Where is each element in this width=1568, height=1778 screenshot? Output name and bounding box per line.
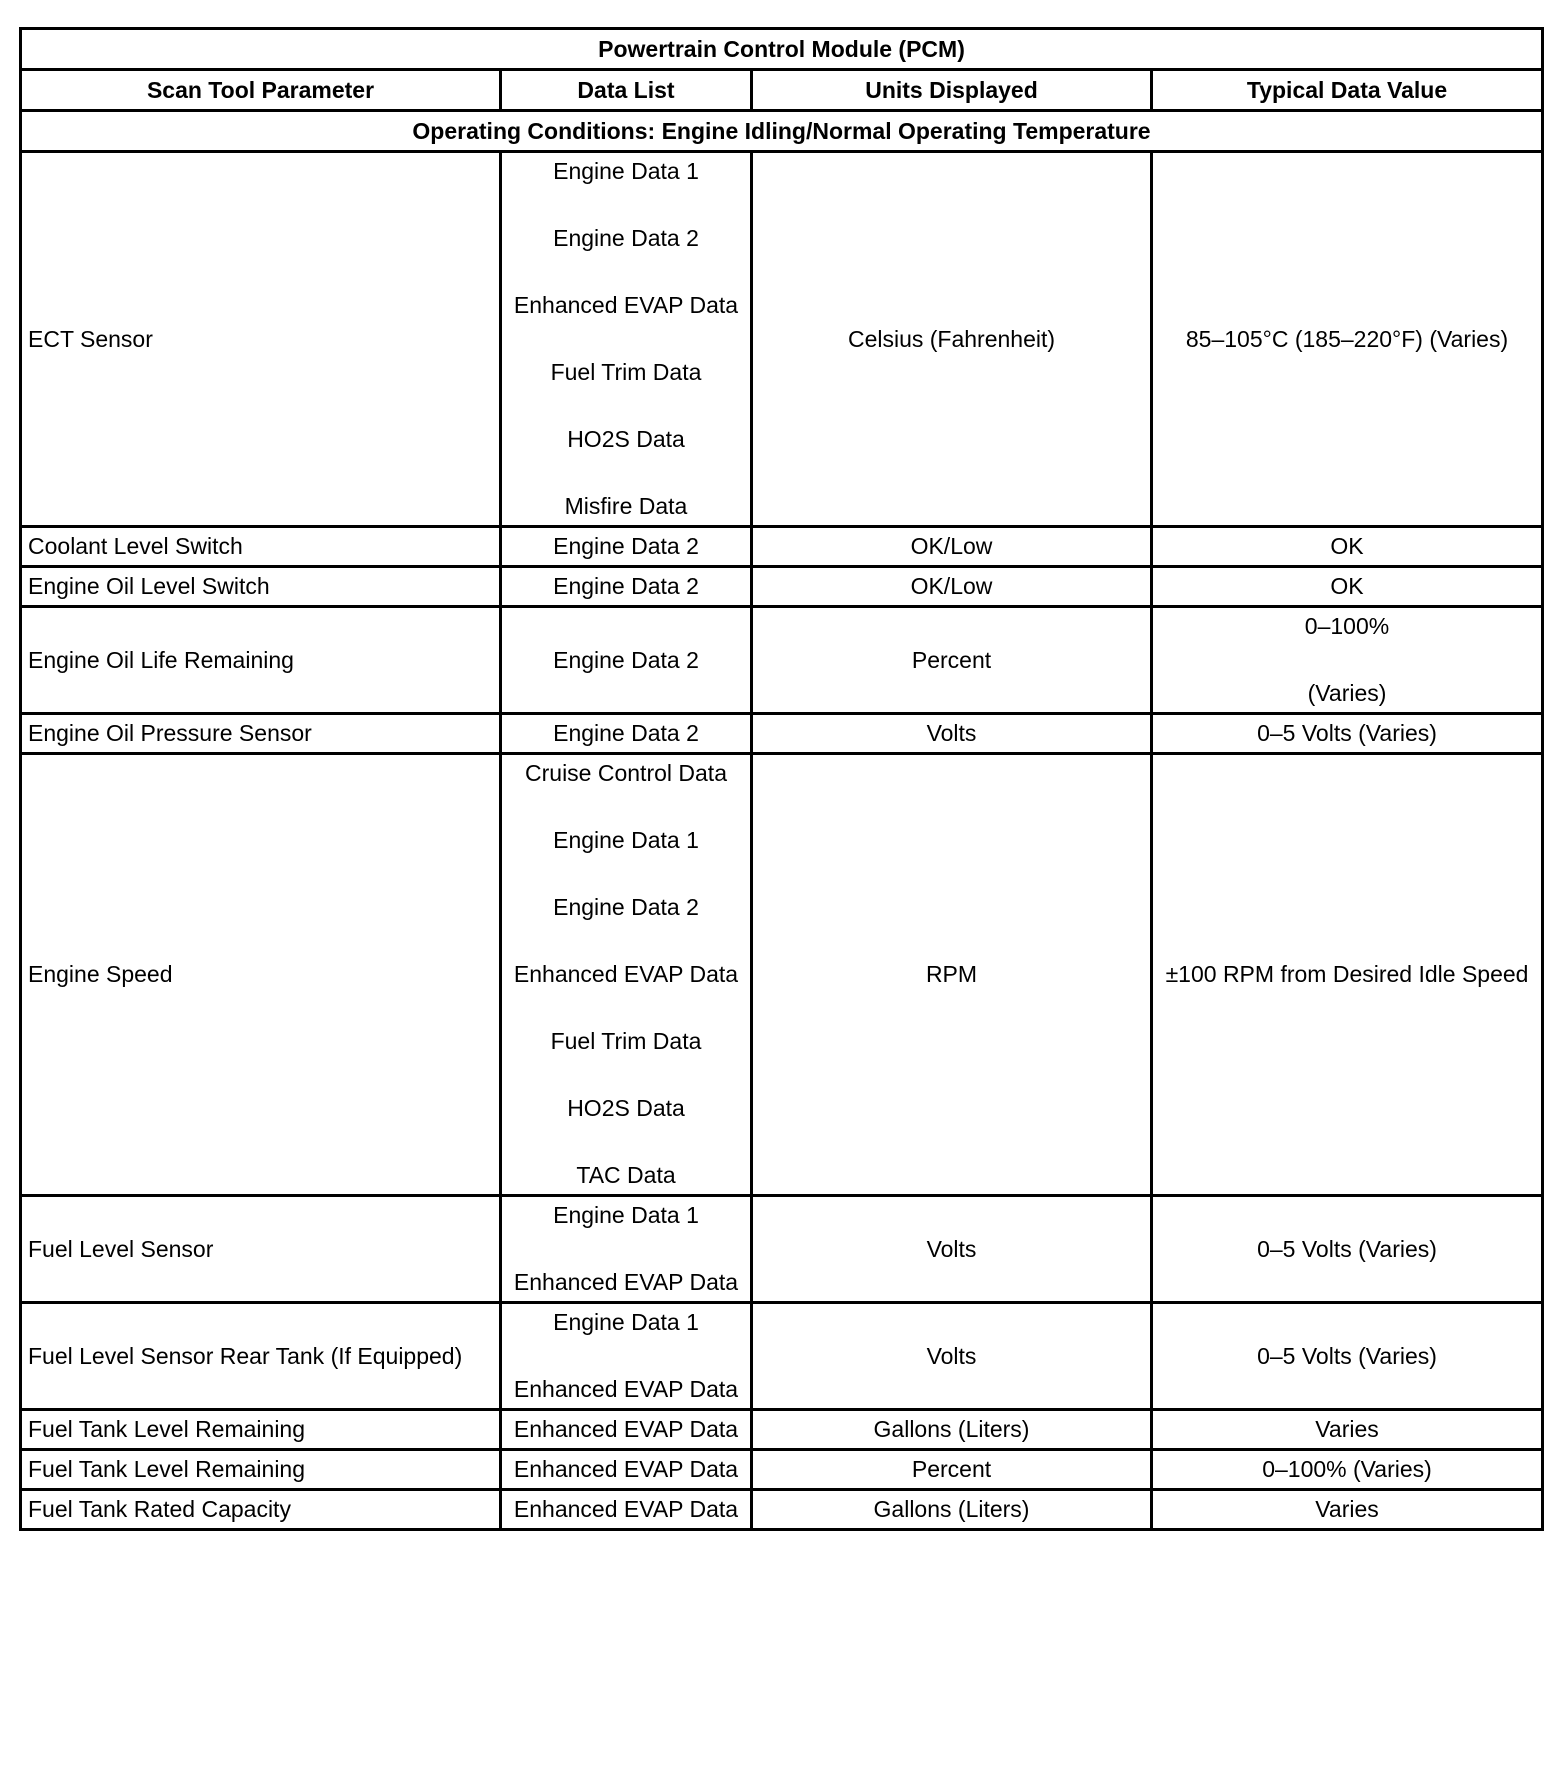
units-displayed: OK/Low [752,527,1152,567]
typical-data-value [1152,1490,1543,1530]
data-list-item: Fuel Trim Data [550,359,702,385]
table-body [21,152,1543,1530]
table-row [21,1303,1543,1410]
data-list-item: Engine Data 2 [553,646,699,673]
table-row [21,1490,1543,1530]
typical-value-line: 0–5 Volts (Varies) [1257,1235,1437,1262]
data-list-cell [501,1196,752,1303]
data-list-item: Fuel Trim Data [550,1028,702,1054]
scan-tool-parameter: Fuel Level Sensor [21,1196,501,1303]
units-displayed: Gallons (Liters) [752,1410,1152,1450]
scan-tool-parameter: Fuel Tank Rated Capacity [21,1490,501,1530]
data-list-item: Engine Data 1 [553,827,699,853]
typical-value-line: 0–5 Volts (Varies) [1257,720,1437,746]
data-list-item: Enhanced EVAP Data [513,1269,739,1295]
column-header-data-list: Data List [501,70,752,111]
typical-data-value [1152,1410,1543,1450]
table-row [21,527,1543,567]
column-header-row [21,70,1543,111]
scan-tool-parameter: Engine Speed [21,754,501,1196]
data-list-item: Engine Data 2 [553,573,699,599]
operating-conditions: Operating Conditions: Engine Idling/Normal Operating Temperature [21,111,1543,152]
data-list-cell [501,152,752,527]
data-list-item: Engine Data 1 [553,158,699,184]
units-displayed: Volts [752,714,1152,754]
units-displayed: Volts [752,1303,1152,1410]
table-row [21,754,1543,1196]
data-list-item: Enhanced EVAP Data [513,1456,739,1482]
typical-data-value [1152,714,1543,754]
data-list-cell [501,1490,752,1530]
table-row [21,1196,1543,1303]
data-list-cell [501,1303,752,1410]
scan-tool-parameter: Fuel Tank Level Remaining [21,1450,501,1490]
typical-data-value [1152,754,1543,1196]
typical-data-value [1152,527,1543,567]
data-list-item: HO2S Data [567,426,685,452]
data-list-item: Engine Data 1 [553,1309,699,1335]
table-row [21,1450,1543,1490]
data-list-cell [501,567,752,607]
units-displayed: Gallons (Liters) [752,1490,1152,1530]
typical-data-value [1152,1450,1543,1490]
data-list-cell [501,607,752,714]
pcm-data-table [19,27,1544,1531]
units-displayed: Volts [752,1196,1152,1303]
table-title: Powertrain Control Module (PCM) [21,29,1543,70]
data-list-cell [501,1450,752,1490]
data-list-item: Cruise Control Data [525,760,727,786]
units-displayed: Percent [752,1450,1152,1490]
typical-value-line: OK [1330,573,1364,599]
data-list-item: Enhanced EVAP Data [513,961,739,987]
table-row [21,1410,1543,1450]
scan-tool-parameter: Fuel Level Sensor Rear Tank (If Equipped) [21,1303,501,1410]
data-list-cell [501,754,752,1196]
scan-tool-parameter: Coolant Level Switch [21,527,501,567]
data-list-item: HO2S Data [567,1095,685,1121]
column-header-parameter: Scan Tool Parameter [21,70,501,111]
typical-value-line: Varies [1315,1496,1379,1522]
typical-data-value [1152,152,1543,527]
typical-value-line: 85–105°C (185–220°F) (Varies) [1185,325,1509,352]
scan-tool-parameter: Fuel Tank Level Remaining [21,1410,501,1450]
data-list-item: Engine Data 2 [553,894,699,920]
data-list-cell [501,714,752,754]
table-row [21,567,1543,607]
table-row [21,152,1543,527]
scan-tool-parameter: Engine Oil Life Remaining [21,607,501,714]
units-displayed: Celsius (Fahrenheit) [752,152,1152,527]
typical-value-line: ±100 RPM from Desired Idle Speed [1165,961,1529,987]
typical-value-line: (Varies) [1307,680,1387,706]
data-list-item: Enhanced EVAP Data [513,1416,739,1442]
units-displayed: Percent [752,607,1152,714]
data-list-item: Engine Data 2 [553,533,699,559]
typical-data-value [1152,1196,1543,1303]
table-title-row [21,29,1543,70]
data-list-item: Enhanced EVAP Data [513,292,739,318]
column-header-typical-value: Typical Data Value [1152,70,1543,111]
data-list-cell [501,527,752,567]
typical-value-line: Varies [1315,1416,1379,1442]
data-list-item: Enhanced EVAP Data [513,1496,739,1522]
typical-data-value [1152,567,1543,607]
operating-conditions-row [21,111,1543,152]
data-list-item: TAC Data [576,1162,676,1188]
typical-data-value [1152,607,1543,714]
typical-value-line: 0–100% (Varies) [1262,1456,1432,1482]
typical-value-line: 0–100% [1304,613,1390,639]
typical-value-line: 0–5 Volts (Varies) [1257,1342,1437,1369]
units-displayed: OK/Low [752,567,1152,607]
scan-tool-parameter: Engine Oil Level Switch [21,567,501,607]
data-list-item: Enhanced EVAP Data [513,1376,739,1402]
scan-tool-parameter: Engine Oil Pressure Sensor [21,714,501,754]
data-list-item: Misfire Data [564,493,688,519]
data-list-item: Engine Data 1 [553,1202,699,1228]
table-row [21,607,1543,714]
data-list-cell [501,1410,752,1450]
data-list-item: Engine Data 2 [553,720,699,746]
units-displayed: RPM [752,754,1152,1196]
scan-tool-parameter: ECT Sensor [21,152,501,527]
data-list-item: Engine Data 2 [553,225,699,251]
typical-data-value [1152,1303,1543,1410]
typical-value-line: OK [1330,533,1364,559]
table-row [21,714,1543,754]
column-header-units: Units Displayed [752,70,1152,111]
